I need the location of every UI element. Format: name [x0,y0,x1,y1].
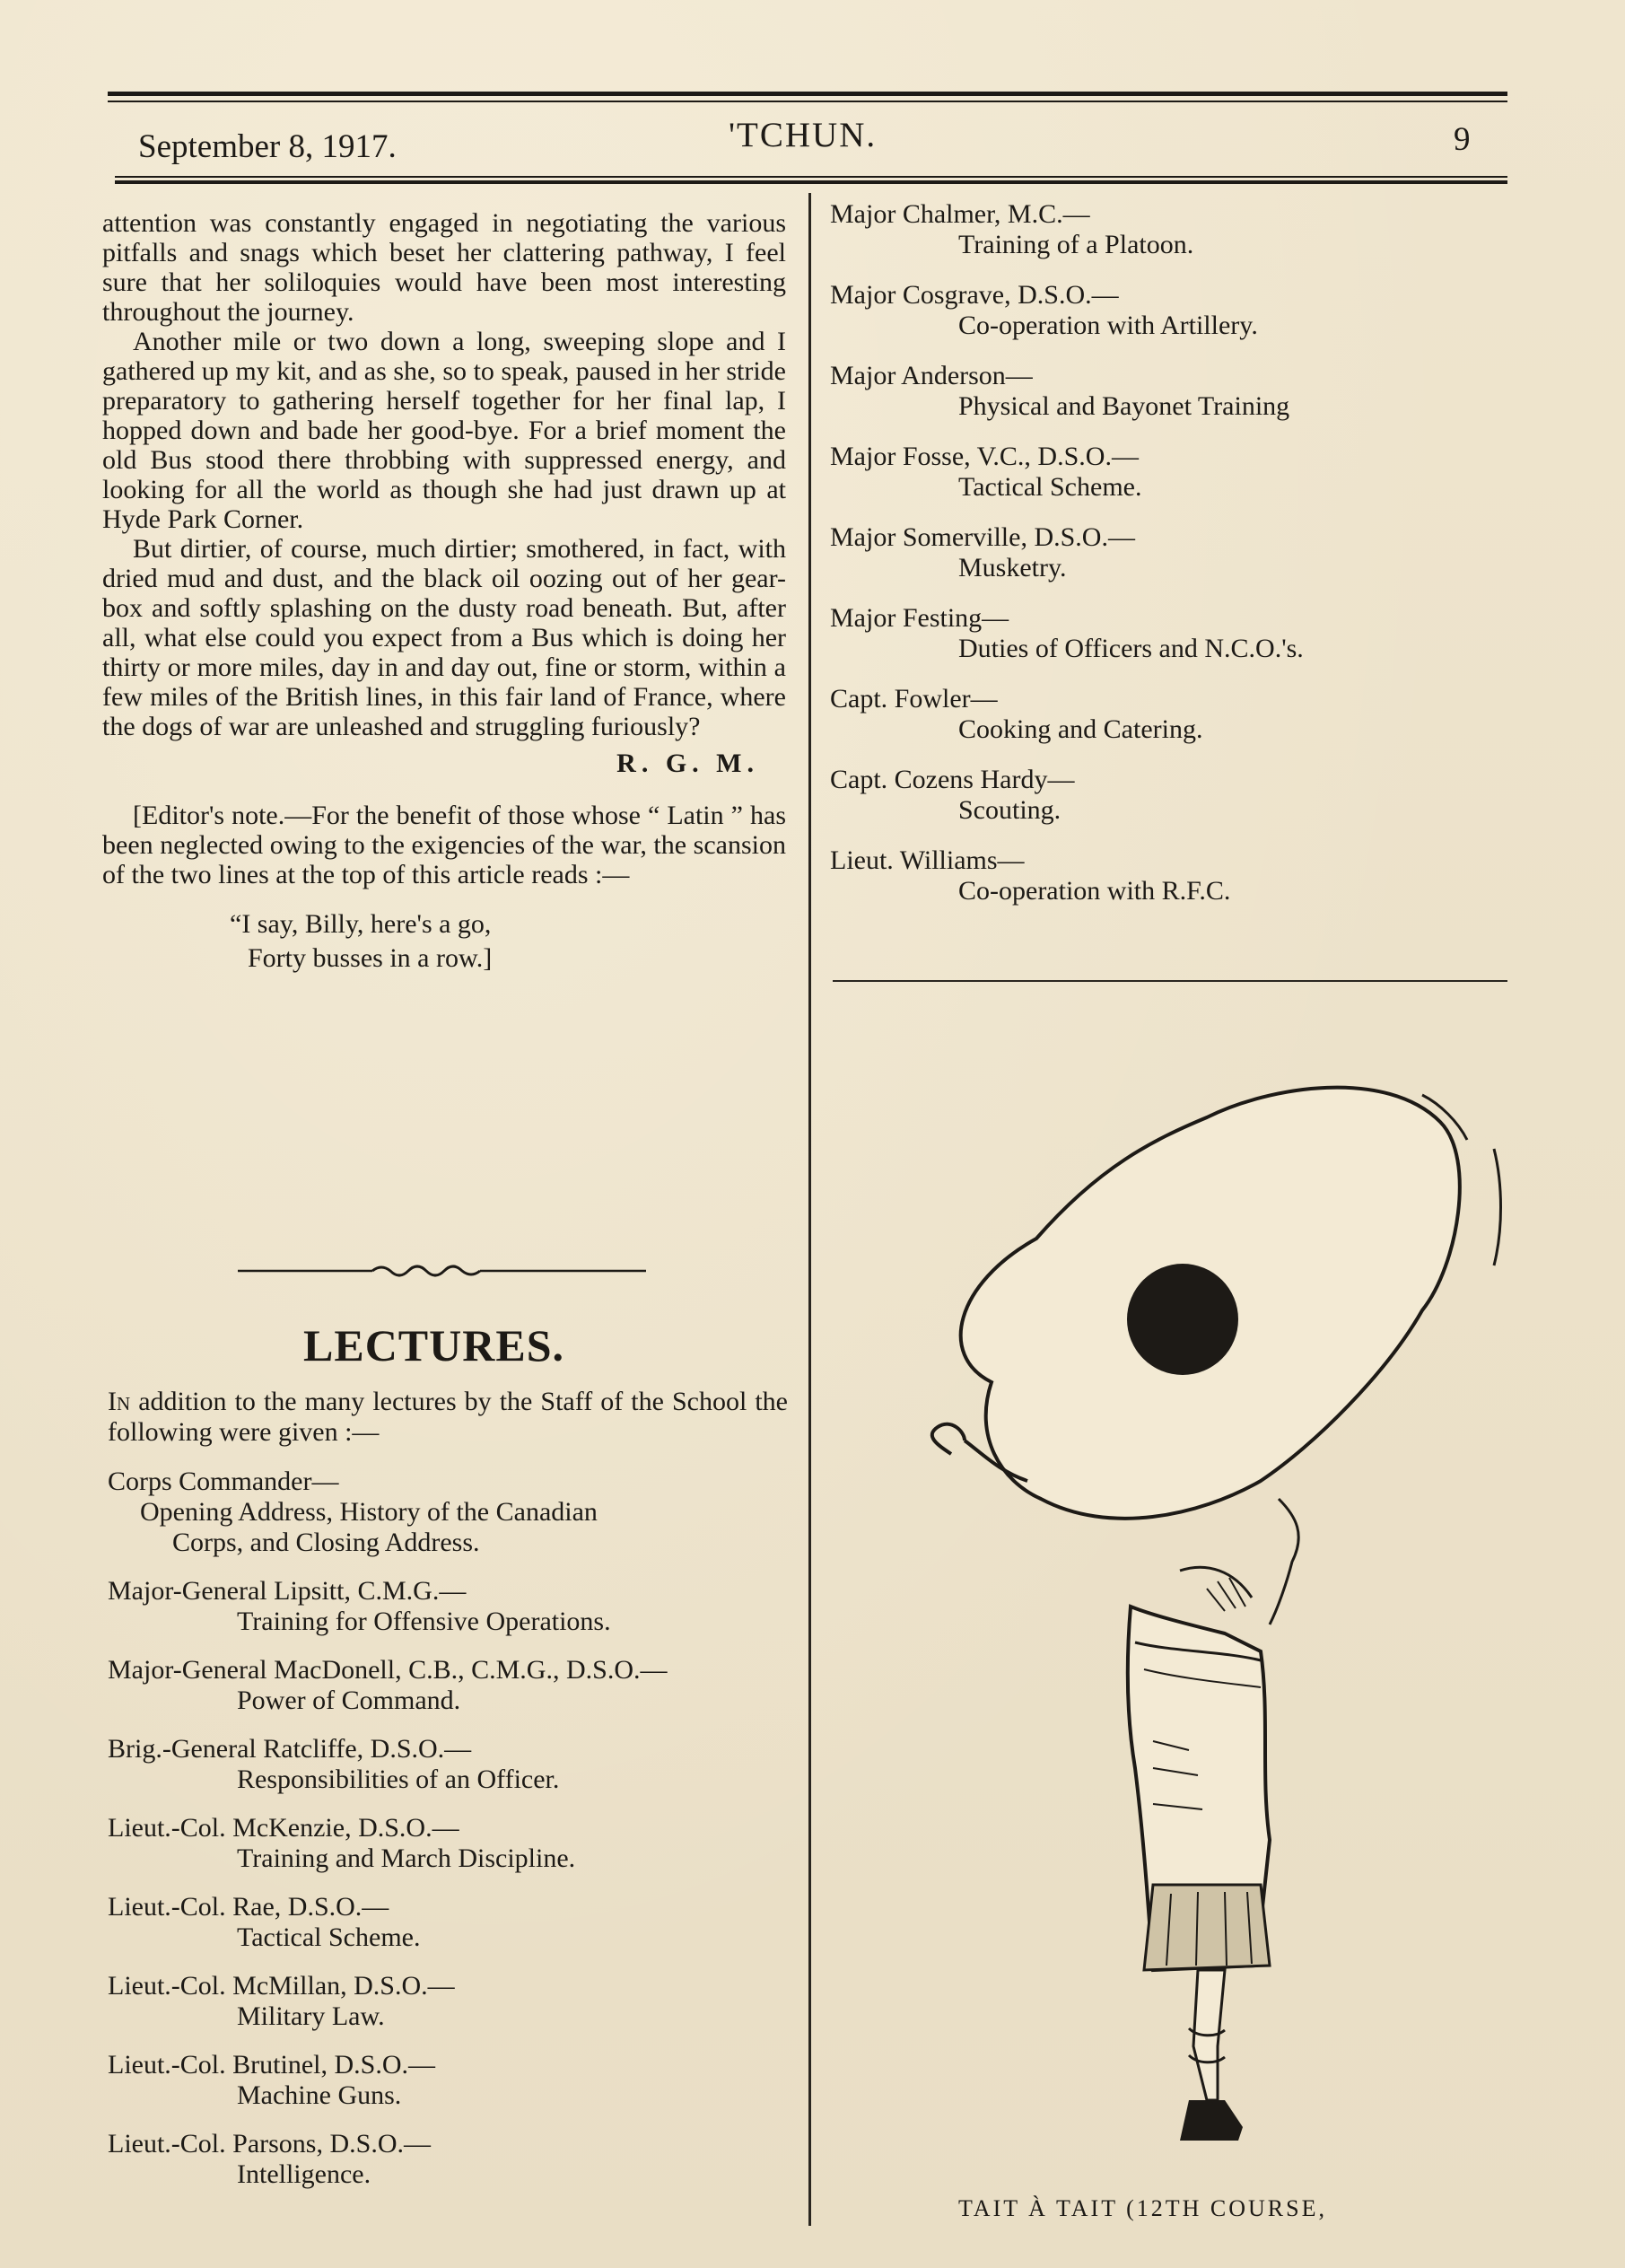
section-rule [833,980,1507,982]
lecturer-name: Major Festing— [830,603,1009,633]
section-flourish [238,1255,646,1282]
cartoon-illustration [884,1032,1512,2154]
article-continuation [102,208,786,976]
lecture-list-left [108,1467,808,2208]
lecturer-name: Capt. Cozens Hardy— [830,765,1075,794]
lectures-heading: LECTURES. [303,1320,565,1370]
lecture-topic: Scouting. [958,795,1061,825]
scansion-poem [230,907,786,976]
lecturer-name: Lieut. Williams— [830,845,1025,875]
lecture-topic: Military Law. [237,2001,385,2031]
lecture-topic: Training and March Discipline. [237,1843,576,1873]
lecturer-name: Major Anderson— [830,361,1033,390]
lecture-topic: Tactical Scheme. [237,1922,421,1952]
lecture-topic: Training for Offensive Operations. [237,1607,611,1636]
lecture-item [830,361,1494,422]
lecture-topic: Corps, and Closing Address. [172,1528,480,1557]
article-paragraph: Another mile or two down a long, sweeping slope and I gathered up my kit, and as she, so to speak, paused in her stride preparatory to gathering herself together for her final lap, I hopped down and bade her good-bye. For a brief moment the old Bus stood there throbbing with suppressed energy, and looking for all the world as though she had just drawn up at Hyde Park Corner. [102,327,786,534]
lecture-topic: Training of a Platoon. [958,230,1194,259]
lecture-item [108,1971,808,2032]
lecture-topic: Duties of Officers and N.C.O.'s. [958,634,1304,663]
issue-date: September 8, 1917. [138,128,397,165]
lecture-item [830,684,1494,745]
lecture-item [830,845,1494,906]
page-number: 9 [1454,121,1471,158]
header-rule-top-thin [108,101,1507,102]
intro-text: addition to the many lectures by the Staff of the School the following were given :— [108,1387,788,1447]
article-paragraph: But dirtier, of course, much dirtier; smothered, in fact, with dried mud and dust, and the black oil oozing out of her gear-box and softly splashing on the dusty road beneath. But, after all, what else could you expect from a Bus which is doing her thirty or more miles, day in and day out, fine or storm, within a few miles of the British lines, in this fair land of France, where the dogs of war are unleashed and struggling furiously? [102,534,786,741]
header-rule-bottom [115,180,1507,184]
intro-first-word: In [108,1387,131,1416]
lecture-topic: Co-operation with R.F.C. [958,876,1231,906]
lecture-topic: Tactical Scheme. [958,472,1142,502]
author-signature: R. G. M. [616,749,759,778]
poem-line: Forty busses in a row.] [248,943,493,973]
lecture-list-right [830,199,1494,926]
lecture-topic: Musketry. [958,553,1067,582]
lecturer-name: Lieut.-Col. McKenzie, D.S.O.— [108,1813,459,1843]
lecturer-name: Lieut.-Col. Rae, D.S.O.— [108,1892,389,1922]
lecture-item [830,522,1494,583]
lecture-item [108,1655,808,1716]
publication-title: 'TCHUN. [729,116,878,154]
lecture-item [108,1734,808,1795]
lecturer-name: Capt. Fowler— [830,684,998,714]
lecturer-name: Major Cosgrave, D.S.O.— [830,280,1119,310]
article-paragraph: attention was constantly engaged in negotiating the various pitfalls and snags which beset her clattering pathway, I feel sure that her soliloquies would have been most interesting throughout the journey. [102,208,786,327]
cartoon-caption: TAIT À TAIT (12TH COURSE, [958,2195,1327,2221]
lecture-topic: Co-operation with Artillery. [958,311,1258,340]
lecture-item [108,1813,808,1874]
lecturer-name: Lieut.-Col. Brutinel, D.S.O.— [108,2050,435,2080]
lecturer-name: Lieut.-Col. McMillan, D.S.O.— [108,1971,455,2001]
lecturer-name: Brig.-General Ratcliffe, D.S.O.— [108,1734,472,1764]
lecturer-name: Major Chalmer, M.C.— [830,199,1090,229]
lecture-topic: Power of Command. [237,1686,461,1715]
header-rule-top [108,92,1507,96]
header-rule-bottom-thin [115,176,1507,178]
lecturer-name: Major-General MacDonell, C.B., C.M.G., D.S.O.— [108,1655,668,1685]
lecture-item [108,2050,808,2111]
lecture-topic: Cooking and Catering. [958,714,1203,744]
lecture-topic: Intelligence. [237,2159,371,2189]
lecturer-name: Major-General Lipsitt, C.M.G.— [108,1576,467,1606]
lecture-topic: Machine Guns. [237,2080,402,2110]
lecture-item [830,442,1494,503]
poem-line: “I say, Billy, here's a go, [230,909,492,939]
lecture-topic: Physical and Bayonet Training [958,391,1290,421]
lecture-item [830,280,1494,341]
lecturer-name: Major Somerville, D.S.O.— [830,522,1135,552]
lecture-item [108,1467,808,1558]
lecture-item [830,603,1494,664]
lecture-item [108,1576,808,1637]
column-divider [808,193,811,2226]
lecture-topic: Opening Address, History of the Canadian [140,1497,598,1527]
lecturer-name: Major Fosse, V.C., D.S.O.— [830,442,1139,471]
lecture-item [830,199,1494,260]
lecture-item [108,2129,808,2190]
lecturer-name: Lieut.-Col. Parsons, D.S.O.— [108,2129,431,2159]
editor-note: [Editor's note.—For the benefit of those whose “ Latin ” has been neglected owing to the exigencies of the war, the scansion of the two lines at the top of this article reads :— [102,801,786,889]
lecture-topic: Responsibilities of an Officer. [237,1764,560,1794]
lectures-intro [108,1387,788,1448]
lecture-item [108,1892,808,1953]
lecture-item [830,765,1494,826]
lecturer-name: Corps Commander— [108,1467,339,1496]
